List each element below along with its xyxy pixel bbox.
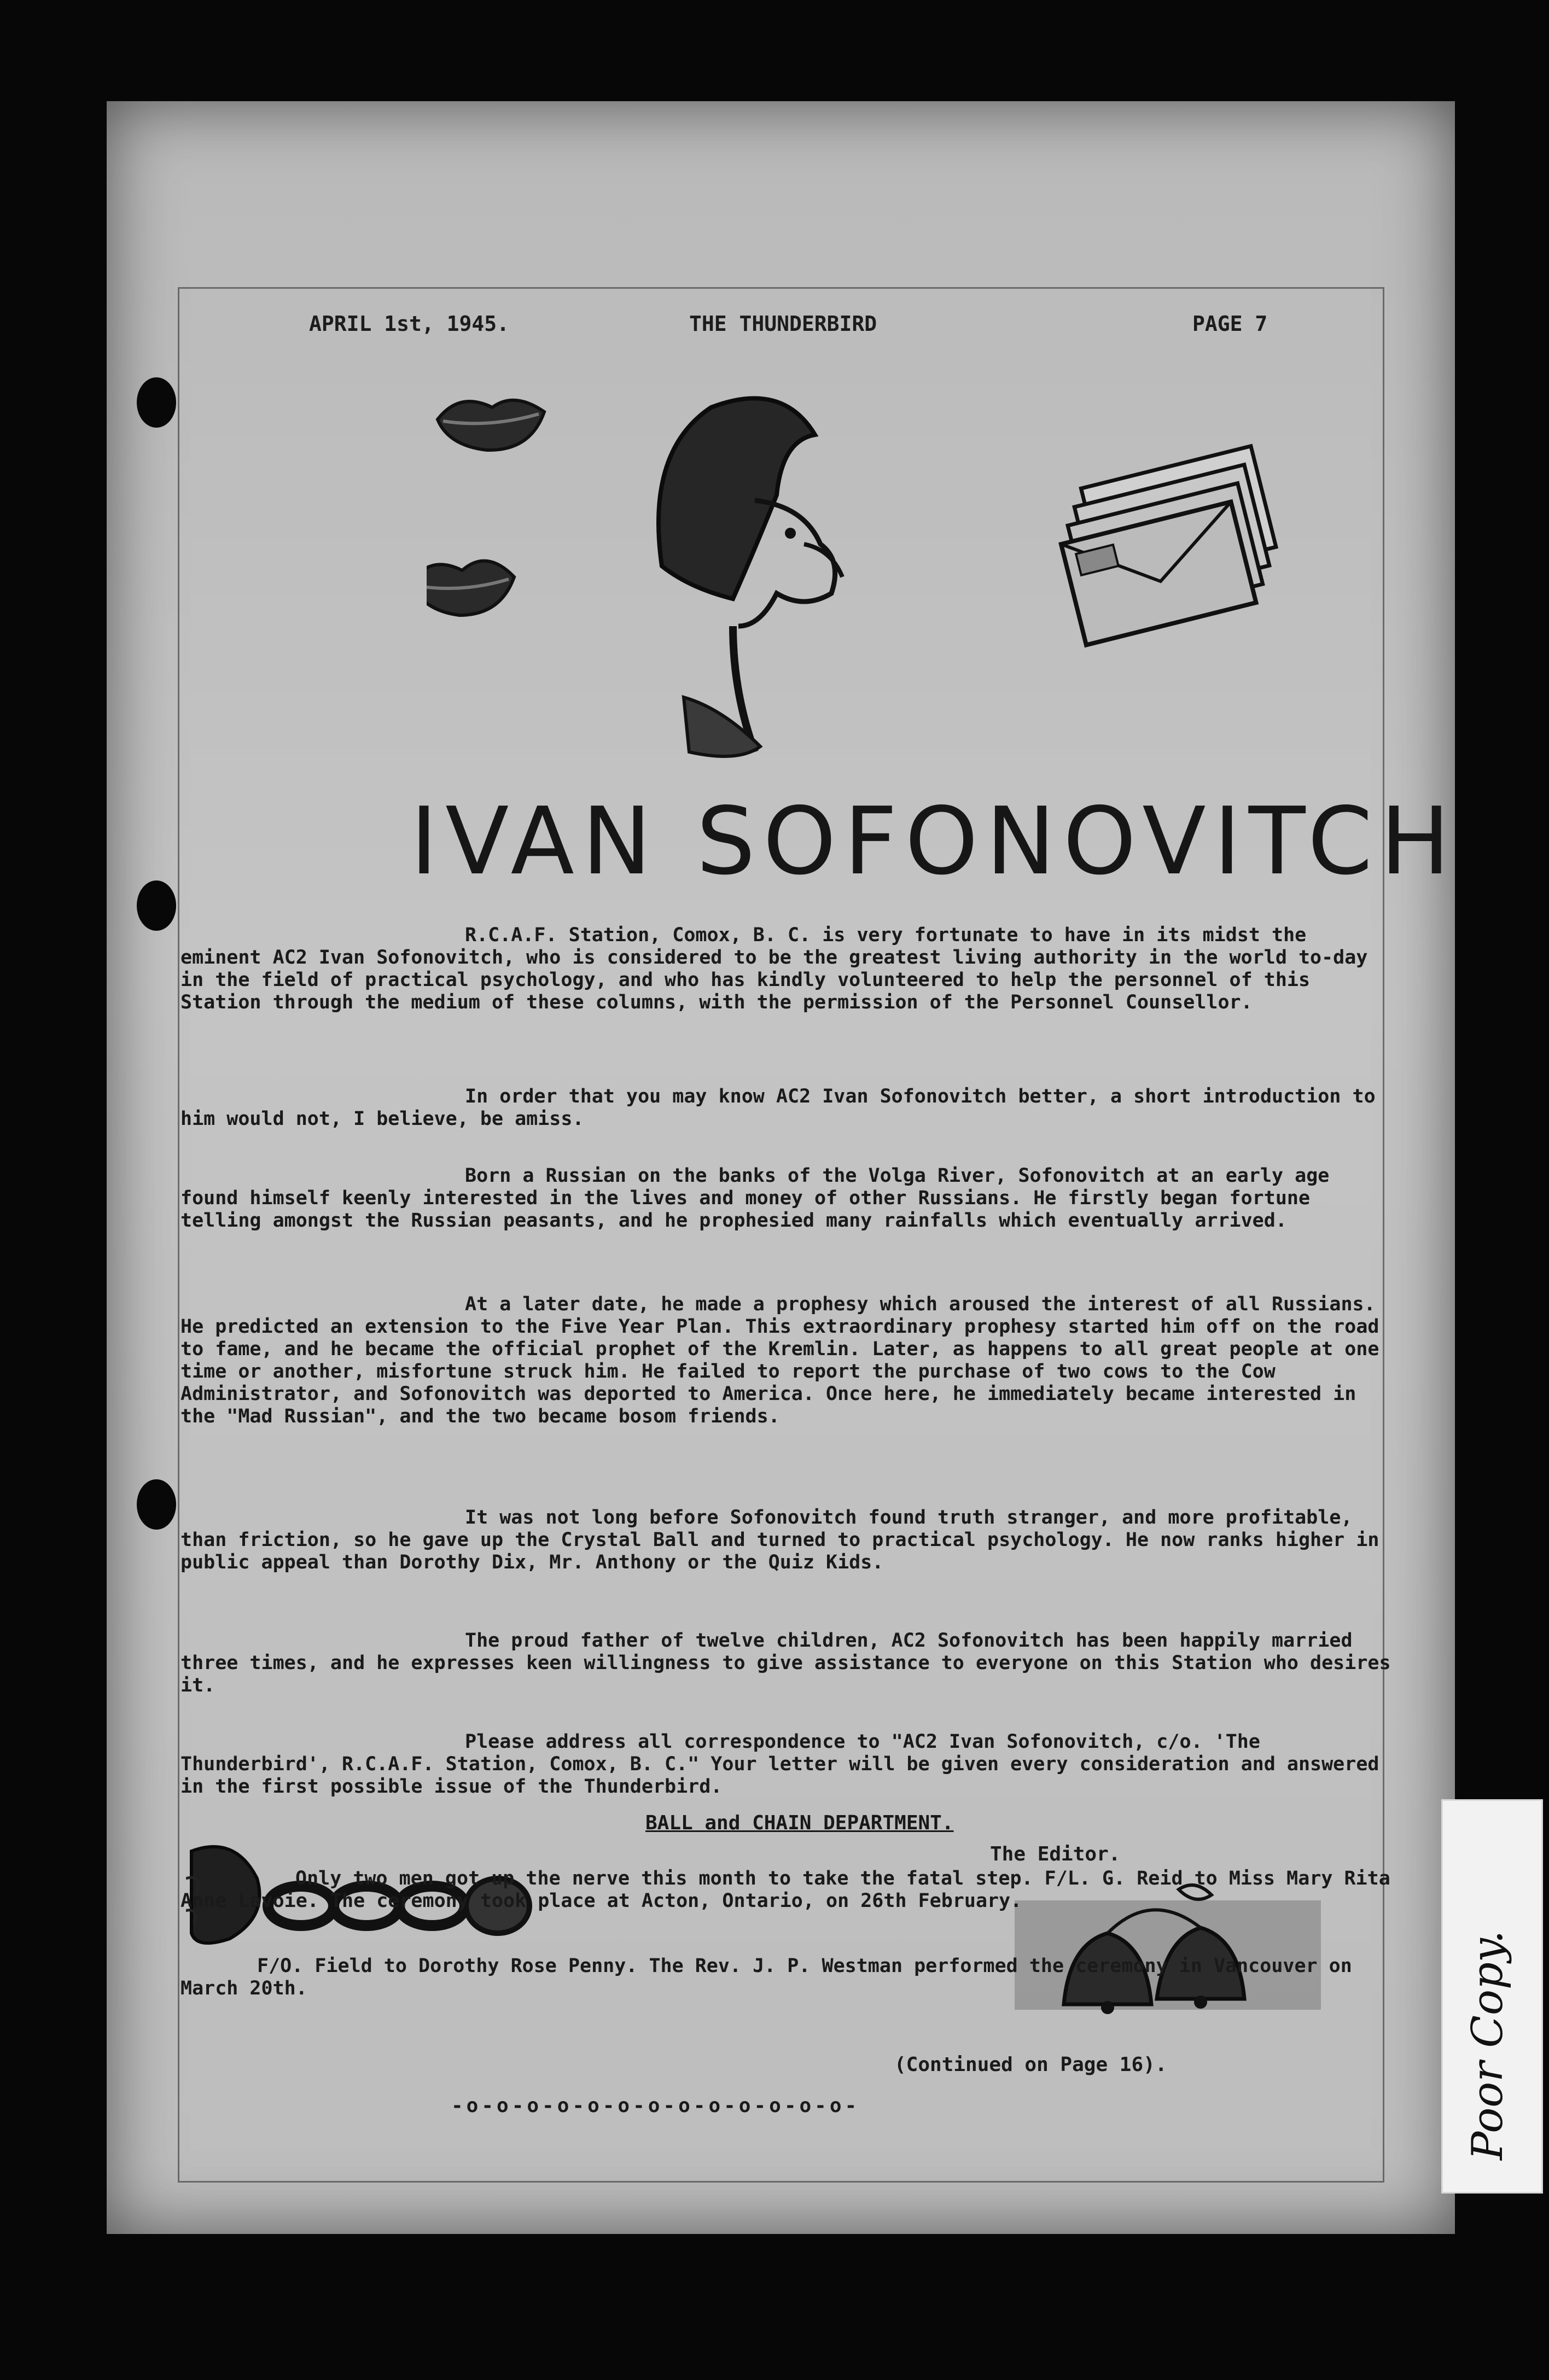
article-paragraph: Born a Russian on the banks of the Volga River, Sofonovitch at an early age found himself keenly interested in the lives and money of other Russians. He firstly began fortune telling amongst the Russian peasants, and he prophesied many rainfalls which eventually arrived. [180,1165,1330,1232]
article-paragraph: At a later date, he made a prophesy which aroused the interest of all Russians. He predicted an extension to the Five Year Plan. This extraordinary prophesy started him off on the road to fame, and he became the official prophet of the Kremlin. Later, as happens to all great people at one time or another, misfortune struck him. He failed to report the purchase of two cows to the Cow Administrator, and Sofonovitch was deported to America. Once here, he immediately became interested in the "Mad Russian", and the two became bosom friends. [180,1293,1379,1427]
department-title: BALL and CHAIN DEPARTMENT. [645,1812,954,1834]
wedding-announcement: Only two men got up the nerve this month to take the fatal step. F/L. G. Reid to Miss Mary Rita Anne Lavoie. The ceremony took place at Acton, Ontario, on 26th February. [180,1868,1390,1912]
article-paragraph: Please address all correspondence to "AC2 Ivan Sofonovitch, c/o. 'The Thunderbird', R.C.A.F. Station, Comox, B. C." Your letter will be given every consideration and answered in the first possible issue of the Thunderbird. [180,1731,1379,1798]
newsletter-page [107,101,1458,2234]
article-paragraph: The proud father of twelve children, AC2 Sofonovitch has been happily married three times, and he expresses keen willingness to give assistance to everyone on this Station who desires it. [180,1630,1391,1696]
page-divider: -o-o-o-o-o-o-o-o-o-o-o-o-o- [451,2095,860,2117]
punch-hole [137,377,176,428]
publication-name: THE THUNDERBIRD [689,312,877,336]
envelopes-icon [1049,446,1288,645]
punch-hole [137,880,176,931]
article-paragraph: It was not long before Sofonovitch found truth stranger, and more profitable, than friction, so he gave up the Crystal Ball and turned to practical psychology. He now ranks higher in public appeal than Dorothy Dix, Mr. Anthony or the Quiz Kids. [180,1507,1379,1573]
article-paragraph: R.C.A.F. Station, Comox, B. C. is very fortunate to have in its midst the eminent AC2 Ivan Sofonovitch, who is considered to be the greatest living authority in the world to-day in the field of practical psychology, and who has kindly volunteered to help the personnel of this Station through the medium of these columns, with the permission of the Personnel Counsellor. [180,924,1368,1013]
lips-icon [438,400,544,450]
article-paragraph: In order that you may know AC2 Ivan Sofonovitch better, a short introduction to him would not, I believe, be amiss. [180,1086,1376,1130]
caricature-face-icon [659,398,842,756]
page-number: PAGE 7 [1192,312,1268,336]
handwritten-archive-note: Poor Copy. [1463,1930,1512,2160]
article-headline: IVAN SOFONOVITCH [410,788,1458,896]
header-illustration [427,369,1324,785]
editor-signature: The Editor. [990,1843,1121,1865]
lips-icon [427,561,514,615]
punch-hole [137,1479,176,1530]
issue-date: APRIL 1st, 1945. [309,312,510,336]
continued-note: (Continued on Page 16). [894,2054,1167,2076]
wedding-announcement: F/O. Field to Dorothy Rose Penny. The Rev. J. P. Westman performed the ceremony in Vancouver on March 20th. [180,1955,1352,1999]
